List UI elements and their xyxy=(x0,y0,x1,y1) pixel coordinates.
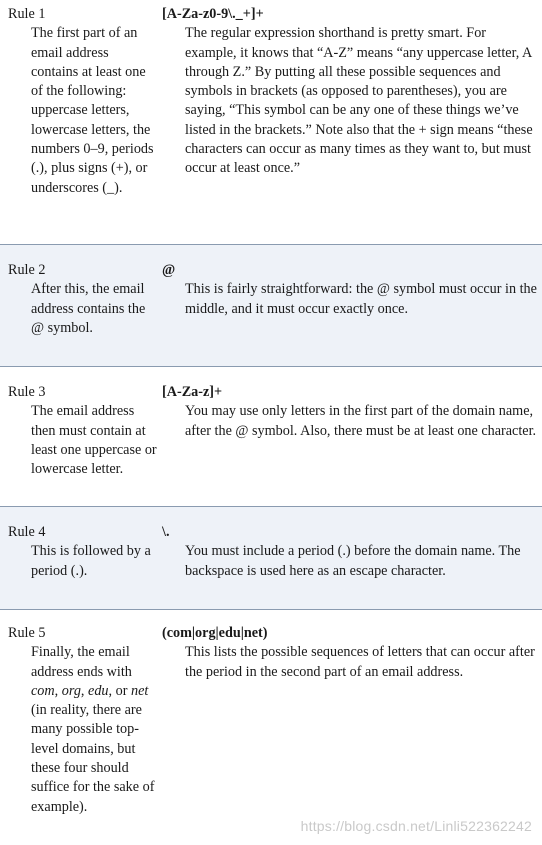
rule-title: Rule 1 xyxy=(8,6,46,22)
rule-title: Rule 5 xyxy=(8,625,46,641)
rule-title: Rule 3 xyxy=(8,384,46,400)
rule-description-text: Finally, the email address ends with xyxy=(31,644,132,680)
rule-left-cell xyxy=(8,523,158,581)
rule-explanation: You must include a period (.) before the domain name. The backspace is used here as an escape character. xyxy=(185,543,521,579)
rule-description: The first part of an email address contains at least one of the following: uppercase letters, lowercase letters, the numbers 0–9, periods (.), plus signs (+), or underscores (_). xyxy=(31,25,154,196)
rule-row xyxy=(0,0,542,245)
rule-explanation: The regular expression shorthand is pretty smart. For example, it knows that “A-Z” means “any uppercase letter, A through Z.” By putting all these possible sequences and symbols in brackets (as opposed to parentheses), you are saying, “This symbol can be any one of these things we’ve listed in the brackets.” Note also that the + sign means “these characters can occur as many times as they want to, but must occur at least once.” xyxy=(185,25,533,177)
rule-title: Rule 4 xyxy=(8,524,46,540)
rule-right-cell xyxy=(162,383,538,441)
rule-right-cell xyxy=(162,624,538,682)
rule-description-text: , xyxy=(80,682,89,699)
rule-explanation: This lists the possible sequences of letters that can occur after the period in the second part of an email address. xyxy=(185,644,535,680)
rule-description-text: , xyxy=(54,682,62,699)
rule-regex: @ xyxy=(162,262,176,278)
rule-description-text: (in reality, there are many possible top-level domains, but these four should suffice for the sake of example). xyxy=(31,702,155,815)
rule-description xyxy=(8,643,159,817)
domain-org: org xyxy=(61,682,81,699)
rule-regex: [A-Za-z]+ xyxy=(162,384,223,400)
rule-explanation: This is fairly straightforward: the @ symbol must occur in the middle, and it must occur exactly once. xyxy=(185,281,537,317)
rule-right-cell xyxy=(162,523,538,581)
rule-right-cell xyxy=(162,261,538,319)
rule-right-cell xyxy=(162,5,538,179)
rule-regex: \. xyxy=(162,524,170,540)
rule-left-cell xyxy=(8,383,158,479)
rule-description: This is followed by a period (.). xyxy=(31,543,151,579)
rule-regex: [A-Za-z0-9\._+]+ xyxy=(162,6,264,22)
rule-row xyxy=(0,610,542,845)
rule-regex: (com|org|edu|net) xyxy=(162,625,268,641)
rule-left-cell xyxy=(8,5,158,198)
rule-title: Rule 2 xyxy=(8,262,46,278)
rule-description: The email address then must contain at least one uppercase or lowercase letter. xyxy=(31,403,157,478)
rule-explanation: You may use only letters in the first part of the domain name, after the @ symbol. Also, there must be at least one character. xyxy=(185,403,537,439)
rule-row xyxy=(0,507,542,610)
rule-left-cell xyxy=(8,261,158,338)
domain-com: com xyxy=(31,682,55,699)
rule-left-cell xyxy=(8,624,158,817)
rule-description-text: , or xyxy=(108,682,131,699)
rule-description: After this, the email address contains the @ symbol. xyxy=(31,281,146,336)
domain-edu: edu xyxy=(88,682,109,699)
rule-row xyxy=(0,367,542,507)
domain-net: net xyxy=(130,682,149,699)
rule-row xyxy=(0,245,542,367)
watermark: https://blog.csdn.net/Linli522362242 xyxy=(300,817,532,834)
